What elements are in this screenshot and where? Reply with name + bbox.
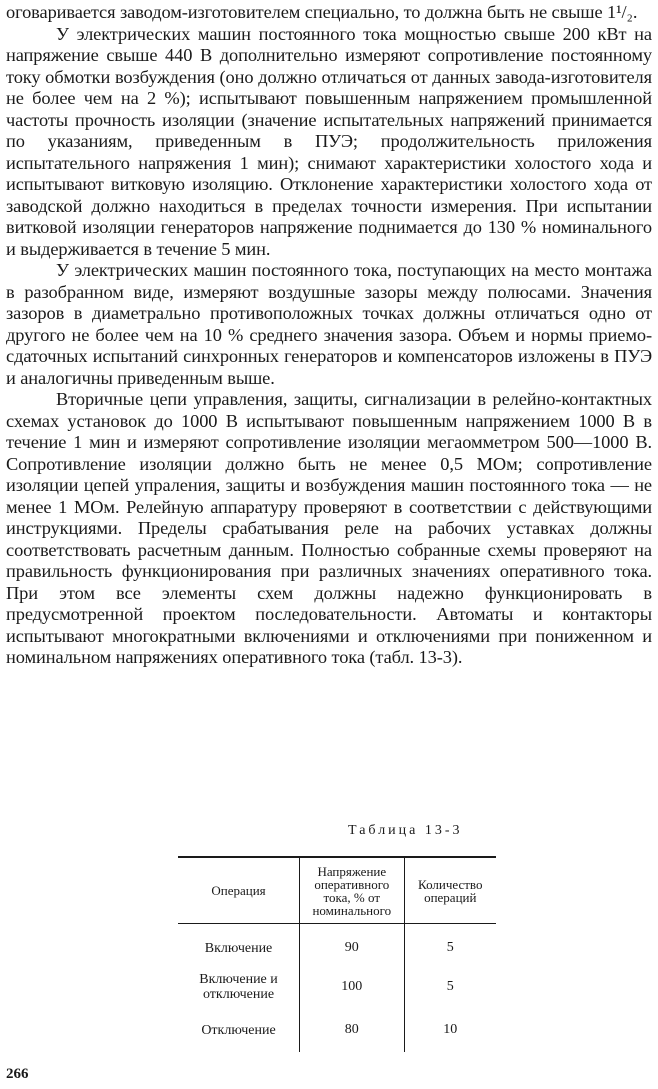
table-caption: Таблица 13-3	[348, 823, 463, 838]
table-13-3	[178, 856, 496, 1054]
cell-voltage: 80	[300, 1008, 404, 1052]
header-voltage: Напряжение оперативного тока, % от номинального	[300, 857, 404, 924]
paragraph-secondary-circuits: Вторичные цепи управления, защиты, сигнализации в релейно-контактных схемах установок до 1000 В испытывают повышенным напряжением 1000 В в течение 1 мин и измеряют сопротивление изоляции мегаомметром 500—1000 В. Сопротивление изоляции должно быть не менее 0,5 МОм; сопротивление изоляции цепей упраления, защиты и возбуждения машин постоянного тока — не менее 1 МОм. Релейную аппаратуру проверяют в соответствии с действующими инструкциями. Пределы срабатывания реле на рабочих уставках должны соответствовать расчетным данным. Полностью собранные схемы проверяют на правильность функционирования при различных значениях оперативного тока. При этом все элементы схем должны надежно функционировать в предусмотренной проектом последовательности. Автоматы и контакторы испытывают многократными включениями и отключениями при пониженном и номинальном напряжениях оперативного тока (табл. 13-3).	[6, 389, 652, 667]
cell-count: 5	[404, 966, 496, 1008]
table-header-row	[178, 857, 496, 924]
page-number: 266	[6, 1066, 29, 1082]
table-row	[178, 1008, 496, 1052]
cell-count: 5	[404, 924, 496, 967]
paragraph-continued: оговаривается заводом-изготовителем специально, то должна быть не свыше 1¹/₂.	[6, 2, 638, 22]
cell-voltage: 90	[300, 924, 404, 967]
cell-count: 10	[404, 1008, 496, 1052]
body-text	[6, 2, 652, 669]
cell-operation: Включение и отключение	[199, 972, 278, 1002]
header-operation: Операция	[178, 857, 300, 924]
operations-table	[178, 856, 496, 1052]
cell-operation: Отключение	[201, 1022, 276, 1038]
paragraph-dc-machines-200kw: У электрических машин постоянного тока мощностью свыше 200 кВт на напряжение свыше 440 В дополнительно измеряют сопротивление постоянному току обмотки возбуждения (оно должно отличаться от данных завода-изготовителя не более чем на 2 %); испытывают повышенным напряжением промышленной частоты прочность изоляции (значение испытательных напряжений принимается по указаниям, приведенным в ПУЭ; продолжительность приложения испытательного напряжения 1 мин); снимают характеристики холостого хода и испытывают витковую изоляцию. Отклонение характеристики холостого хода от заводской должно находиться в пределах точности измерения. При испытании витковой изоляции генераторов напряжение поднимается до 130 % номинального и выдерживается в течение 5 мин.	[6, 23, 652, 259]
cell-operation: Включение	[204, 940, 273, 956]
cell-voltage: 100	[300, 966, 404, 1008]
table-row	[178, 966, 496, 1008]
paragraph-air-gaps: У электрических машин постоянного тока, поступающих на место монтажа в разобранном виде, измеряют воздушные зазоры между полюсами. Значения зазоров в диаметрально противоположных точках должны отличаться одно от другого не более чем на 10 % среднего значения зазора. Объем и нормы приемо-сдаточных испытаний синхронных генераторов и компенсаторов изложены в ПУЭ и аналогичны приведенным выше.	[6, 260, 652, 388]
table-row	[178, 924, 496, 967]
header-count: Количество операций	[404, 857, 496, 924]
